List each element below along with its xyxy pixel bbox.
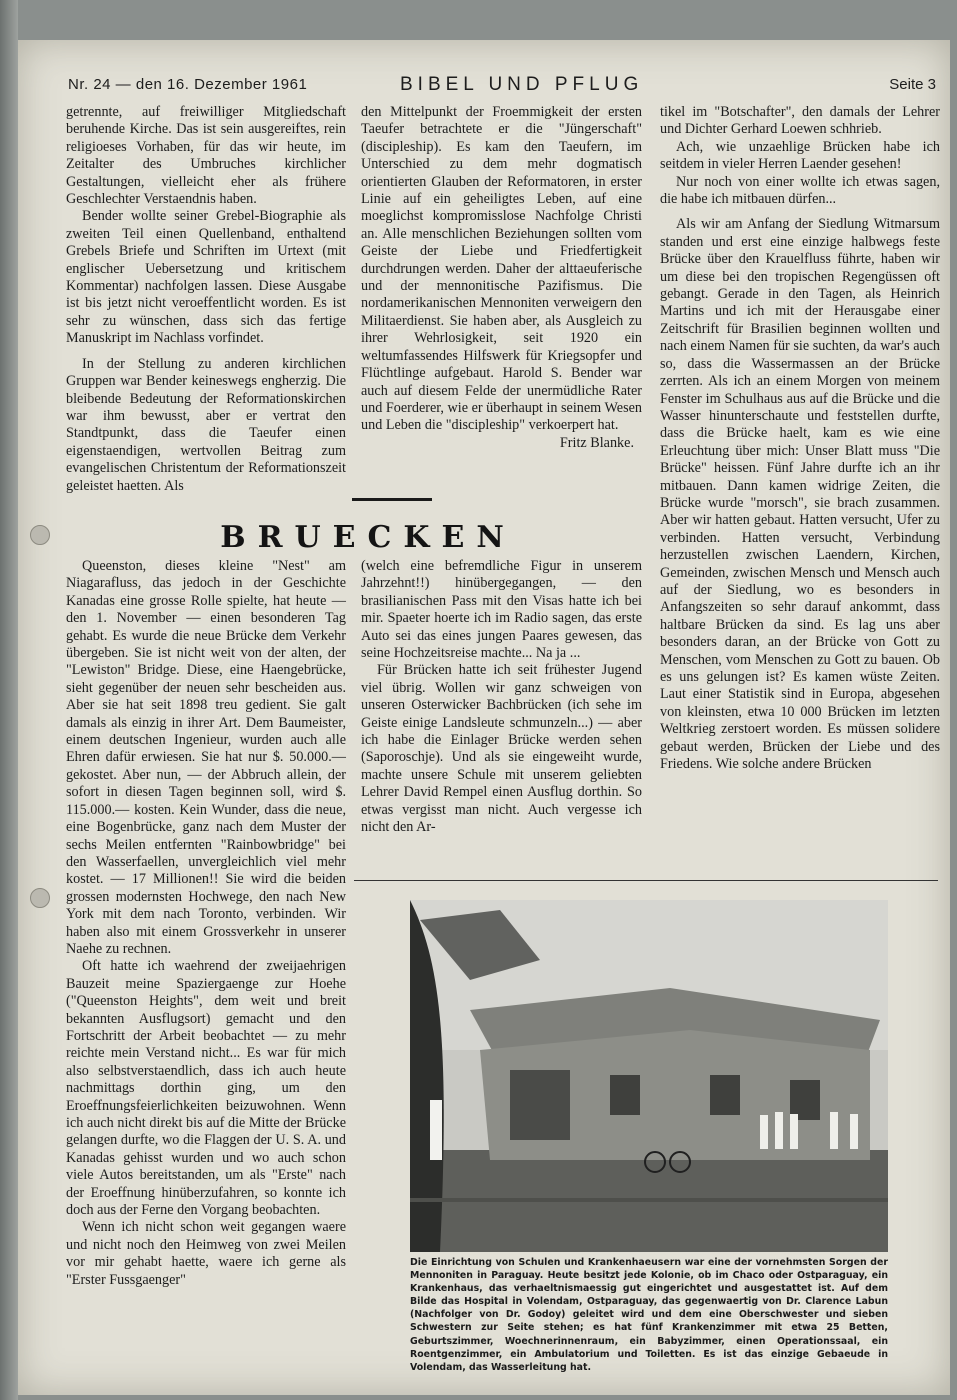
paragraph: getrennte, auf freiwilliger Mitgliedschaft beruhende Kirche. Das ist sein ausgereiftes, rein religioeses Vorhaben, für das wir heute, im Zeitalter des Umbruches kirchlicher Gestaltungen, vielleicht eher als frühere Geschlechter Verstaendnis haben. <box>66 104 346 208</box>
binding-spine <box>0 0 18 1400</box>
paragraph: Nur noch von einer wollte ich etwas sagen, die habe ich mitbauen dürfen... <box>660 173 940 208</box>
newspaper-page <box>18 40 950 1395</box>
binder-hole <box>30 888 50 908</box>
page-header <box>68 76 936 100</box>
article1-column-2 <box>361 104 642 452</box>
paragraph: tikel im "Botschafter", den damals der Lehrer und Dichter Gerhard Loewen schhrieb. <box>660 104 940 138</box>
masthead: BIBEL UND PFLUG <box>400 74 644 95</box>
hospital-photo-image <box>410 900 888 1252</box>
paragraph: Bender wollte seiner Grebel-Biographie als zweiten Teil einen Quellenband, enthaltend Grebels Briefe und Schriften im Urtext (mit englischer Uebersetzung und kritischem Kommentar) nachfolgen lassen. Diese Ausgabe ist bis jetzt nicht veroeffentlicht worden. Es ist sehr zu wünschen, dass sich das fertige Manuskript im Nachlass vorfindet. <box>66 208 346 347</box>
hospital-photo <box>410 900 888 1252</box>
paragraph: Oft hatte ich waehrend der zweijaehrigen Bauzeit meine Spaziergaenge zur Hoehe ("Queenston Heights", dem weit und breit bekannten Ausflugsort) gemacht und den Fortschritt der Arbeit beobachtet — zu mehr reichte mein Verstand nicht... Es war für mich also selbstverstaendlich, dass ich auch heute nachmittags dorthin ging, um den Eroeffnungsfeierlichkeiten beizuwohnen. Wenn ich auch nicht direkt bis auf die Mitte der Brücke gelangen durfte, wo die Flaggen der U. S. A. und Kanadas gehisst wurden und wo auch schon viele Autos bereitstanden, um als "Erste" nach der Eroeffnung hinüberzufahren, so konnte ich doch aus der Ferne den Vorgang beobachten. <box>66 958 346 1219</box>
title-rule <box>352 498 432 501</box>
issue-date: Nr. 24 — den 16. Dezember 1961 <box>68 76 308 93</box>
page-number: Seite 3 <box>889 76 936 93</box>
article2-column-2 <box>361 558 642 837</box>
paragraph: Für Brücken hatte ich seit frühester Jugend viel übrig. Wollen wir ganz schweigen von unseren Osterwicker Bachbrücken (ich sehe im Geiste einige Landsleute schmunzeln...) — aber ich habe die Einlager Brücke werden sehen (Saporoschje). Und als sie eingeweiht wurde, machte unsere Schule mit unserem geliebten Lehrer David Rempel einen Ausflug dorthin. So etwas vergisst man nicht. Auch vergesse ich nicht den Ar- <box>361 662 642 836</box>
paragraph: Queenston, dieses kleine "Nest" am Niagarafluss, das jedoch in der Geschichte Kanadas eine grosse Rolle spielte, hat heute — den 1. November — einen besonderen Tag gehabt. Es wurde die neue Brücke dem Verkehr übergeben. Sie ist nicht weit von der alten, der "Lewiston" Bridge. Diese, eine Haengebrücke, sieht gegenüber der neuen sehr bescheiden aus. Aber sie hat seit 1898 treu gedient. Sie galt damals als einzig in ihrer Art. Dem Baumeister, einem deutschen Ingenieur, wurden auch alle Ehren dafür erwiesen. Sie hat nur $. 50.000.— gekostet. Aber nun, — der Abbruch allein, der sofort in diesen Tagen beginnen soll, wird $. 115.000.— kosten. Kein Wunder, dass die neue, eine Bogenbrücke, ganz nach dem Muster der sechs Meilen entfernten "Rainbowbridge" bei den Wasserfaellen, unvergleichlich viel mehr kostet. — 17 Millionen!! Sie wird die beiden grossen modernsten Hochwege, den nach New York mit dem nach Toronto, verbinden. Wir haben also mit einem Grossverkehr in unserer Naehe zu rechnen. <box>66 558 346 957</box>
paragraph: Als wir am Anfang der Siedlung Witmarsum standen und erst eine einzige halbwegs feste Brücke über den Krauelfluss führte, haben wir um diese bei den tropischen Regengüssen oft gebangt. Gerade in den Tagen, als Heinrich Martins und ich mit der Herausgabe einer Zeitschrift für Brasilien beginnen wollten und nach einem Namen für sie suchten, da war's auch so, dass die Wassermassen an der Brücke zerrten. Als ich an einem Morgen von meinem Fenster im Schulhaus aus auf die Brücke und die Wasser hinunterschaute und feststellen durfte, dass die Brücke haelt, kam es wie eine Erleuchtung über mich: Unser Blatt muss "Die Brücke" heissen. Fünf Jahre durfte ich an ihr mitbauen. Dann kamen widrige Zeiten, die Brücke wurde "morsch", sie brach zusammen. Aber wir hatten gebaut. Hatten versucht, Ufer zu verbinden. Hatten versucht, Verbindung herzustellen zwischen Laendern, Kirchen, Gemeinden, zwischen Mensch und Mensch auch auf der Siedlung, wo es besonders in Anfangszeiten so sehr darauf ankommt, dass haltbare Brücken da sind. Es lag uns aber besonders daran, an der Brücke von Gott zu Menschen, vom Menschen zu Gott zu bauen. Ob es uns gelungen ist? Es kamen wüste Zeiten. Laut einer Statistik sind in Europa, abgesehen von kleinsten, etwa 10 000 Brücken im letzten Weltkrieg zerstoert worden. Es müssen solidere gebaut werden, Brücken der Liebe und des Friedens. Wie solche andere Brücken <box>660 216 940 773</box>
author-signature: Fritz Blanke. <box>559 434 634 451</box>
paragraph: (welch eine befremdliche Figur in unserem Jahrzehnt!!) hinübergegangen, — den brasilianischen Pass mit den Visas hatte ich bei mir. Spaeter hoerte ich im Radio sagen, das erste Auto sei das eines jungen Paares gewesen, das seine Hochzeitsreise machte... Na ja ... <box>361 558 642 662</box>
article-title: BRUECKEN <box>220 520 516 555</box>
article2-column-1 <box>66 558 346 1289</box>
photo-divider <box>354 880 938 881</box>
article1-column-1 <box>66 104 346 495</box>
binder-hole <box>30 525 50 545</box>
paragraph: den Mittelpunkt der Froemmigkeit der ersten Taeufer betrachtete er die "Jüngerschaft" (discipleship). Es kam den Taeufern, im Unterschied zu dem mehr dogmatisch orientierten Glauben der Reformatoren, in erster Linie auf ein geheiligtes Leben, auf eine moeglichst kompromisslose Nachfolge Christi an. Alle menschlichen Beziehungen sollten vom Geiste der Liebe und Friedfertigkeit durchdrungen werden. Daher der alttaeuferische und der mennonitische Pazifismus. Die nordamerikanischen Mennoniten verweigern den Militaerdienst. Sie haben aber, als Ausgleich zu ihrer Wehrlosigkeit, seit 1920 ein weltumfassendes Hilfswerk für Kriegsopfer und Flüchtlinge aufgebaut. Harold S. Bender war auch auf diesem Felde der unermüdliche Rater und Foerderer, wie er überhaupt in seinem Wesen und Leben die "discipleship" verkoerpert hat. <box>361 104 642 434</box>
article3-column <box>660 104 940 773</box>
photo-caption: Die Einrichtung von Schulen und Krankenhaeusern war eine der vornehmsten Sorgen der Mennoniten in Paraguay. Heute besitzt jede Kolonie, ob im Chaco oder Ostparaguay, ein Krankenhaus, das verhaeltnismaessig gut eingerichtet und ausgestattet ist. Auf dem Bilde das Hospital in Volendam, Ostparaguay, das gegenwaertig von Dr. Clarence Labun (Nachfolger von Dr. Godoy) geleitet wird und dem eine Oberschwester und sieben Schwestern zur Seite stehen; es hat fünf Krankenzimmer mit etwa 25 Betten, Geburtszimmer, Woechnerinnenraum, ein Babyzimmer, einen Operationssaal, ein Roentgenzimmer, ein Ambulatorium und Toiletten. Es ist das einzige Gebaeude in Volendam, das Wasserleitung hat. <box>410 1257 888 1373</box>
paragraph: In der Stellung zu anderen kirchlichen Gruppen war Bender keineswegs engherzig. Die bleibende Bedeutung der Reformationskirchen war ihm bewusst, aber er vertrat den Standtpunkt, dass die Taeufer einen eigenstaendigen, wertvollen Beitrag zum evangelischen Christentum der Reformationszeit geleistet haetten. Als <box>66 355 346 494</box>
paragraph: Wenn ich nicht schon weit gegangen waere und nicht noch den Heimweg von zwei Meilen vor mir gehabt haette, waere ich gerne als "Erster Fussgaenger" <box>66 1219 346 1288</box>
paragraph: Ach, wie unzaehlige Brücken habe ich seitdem in vieler Herren Laender gesehen! <box>660 138 940 173</box>
